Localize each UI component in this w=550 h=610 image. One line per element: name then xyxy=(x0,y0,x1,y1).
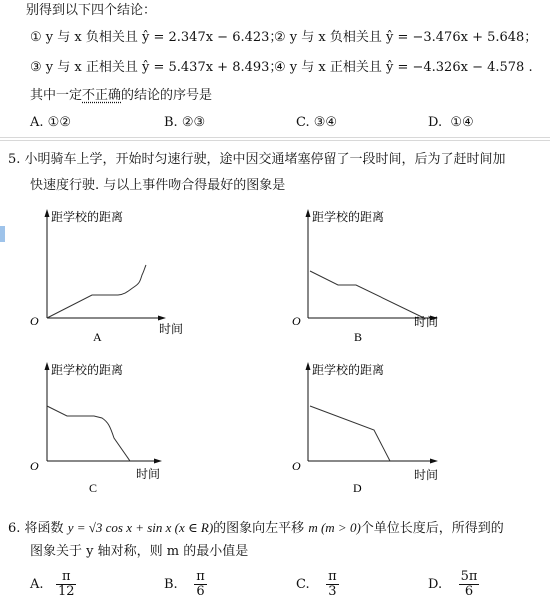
option-text: ①② xyxy=(47,115,71,130)
y-axis-label: 距学校的距离 xyxy=(312,363,385,377)
q6-option-c[interactable] xyxy=(296,570,339,599)
option-text: ①④ xyxy=(450,115,474,130)
fraction-denominator: 3 xyxy=(328,584,337,599)
q4-conclusion-3: ③ y 与 x 正相关且 ŷ = 5.437x + 8.493； xyxy=(30,60,283,75)
q6-line1-part-1: 6. 将函数 xyxy=(8,521,64,536)
q6-text-line-2: 图象关于 y 轴对称，则 m 的最小值是 xyxy=(30,544,249,559)
option-letter: C. xyxy=(296,115,310,130)
option-fraction xyxy=(56,570,77,599)
x-axis-label: 时间 xyxy=(136,467,161,481)
q6-line1-part-3: 个单位长度后，所得到的 xyxy=(360,521,504,536)
option-text: ②③ xyxy=(181,115,206,130)
graph-a xyxy=(22,205,192,345)
q4-conclusion-2: ② y 与 x 负相关且 ŷ = −3.476x + 5.648； xyxy=(274,30,538,45)
option-letter: D. xyxy=(428,115,443,130)
y-axis-label: 距学校的距离 xyxy=(51,210,124,224)
fraction-denominator: 6 xyxy=(196,584,205,599)
x-axis-label: 时间 xyxy=(414,315,439,329)
q4-option-d[interactable] xyxy=(428,115,474,130)
graph-b xyxy=(288,205,458,345)
option-letter: D. xyxy=(428,577,443,592)
q4-option-b[interactable] xyxy=(164,115,205,130)
fraction-numerator: π xyxy=(56,570,77,585)
graph-letter: A xyxy=(93,330,102,344)
q4-option-a[interactable] xyxy=(30,115,71,130)
y-axis-label: 距学校的距离 xyxy=(312,210,385,224)
q4-question-part-2: 的结论的序号是 xyxy=(121,88,213,103)
fraction-denominator: 12 xyxy=(57,584,75,599)
option-fraction xyxy=(459,570,480,599)
q6-text-line-1 xyxy=(8,518,504,538)
q4-conclusion-4: ④ y 与 x 正相关且 ŷ = −4.326x − 4.578 . xyxy=(274,60,533,75)
x-axis-label: 时间 xyxy=(414,468,439,482)
q4-intro: 别得到以下四个结论： xyxy=(26,3,157,18)
q6-option-a[interactable] xyxy=(30,570,76,599)
fraction-numerator: π xyxy=(328,569,337,584)
q6-line1-part-2: 的图象向左平移 xyxy=(213,521,305,536)
q4-question xyxy=(30,86,212,106)
q4-question-part-1: 其中一定 xyxy=(30,88,83,103)
option-text: ③④ xyxy=(313,115,338,130)
q6-option-d[interactable] xyxy=(428,570,479,599)
y-axis-label: 距学校的距离 xyxy=(51,363,124,377)
q4-question-emphasis: 不正确 xyxy=(82,88,122,103)
q5-text-line-2: 快速度行驶. 与以上事件吻合得最好的图象是 xyxy=(30,178,286,193)
option-letter: C. xyxy=(296,577,310,592)
q6-option-b[interactable] xyxy=(164,570,207,599)
option-letter: A. xyxy=(30,577,44,592)
fraction-numerator: 5π xyxy=(460,569,478,584)
origin-label: O xyxy=(292,459,301,473)
graph-letter: B xyxy=(354,330,363,344)
cursor-marker xyxy=(0,226,5,242)
page-separator xyxy=(0,137,550,143)
option-fraction xyxy=(326,570,339,599)
option-letter: B. xyxy=(164,577,178,592)
origin-label: O xyxy=(30,314,39,328)
q6-function: y = √3 cos x + sin x (x ∈ R) xyxy=(67,520,214,535)
q4-conclusion-1: ① y 与 x 负相关且 ŷ = 2.347x − 6.423； xyxy=(30,30,283,45)
x-axis-label: 时间 xyxy=(159,322,184,336)
option-letter: A. xyxy=(30,115,44,130)
graph-c xyxy=(22,358,192,498)
fraction-denominator: 6 xyxy=(464,584,474,599)
origin-label: O xyxy=(30,459,39,473)
origin-label: O xyxy=(292,314,301,328)
q4-option-c[interactable] xyxy=(296,115,337,130)
option-letter: B. xyxy=(164,115,178,130)
fraction-numerator: π xyxy=(196,569,205,584)
q5-text-line-1: 5. 小明骑车上学，开始时匀速行驶，途中因交通堵塞停留了一段时间，后为了赶时间加 xyxy=(8,152,506,167)
q6-shift: m (m > 0) xyxy=(308,520,361,535)
graph-letter: D xyxy=(353,481,362,495)
graph-d xyxy=(288,358,458,498)
option-fraction xyxy=(194,570,207,599)
graph-letter: C xyxy=(89,481,98,495)
